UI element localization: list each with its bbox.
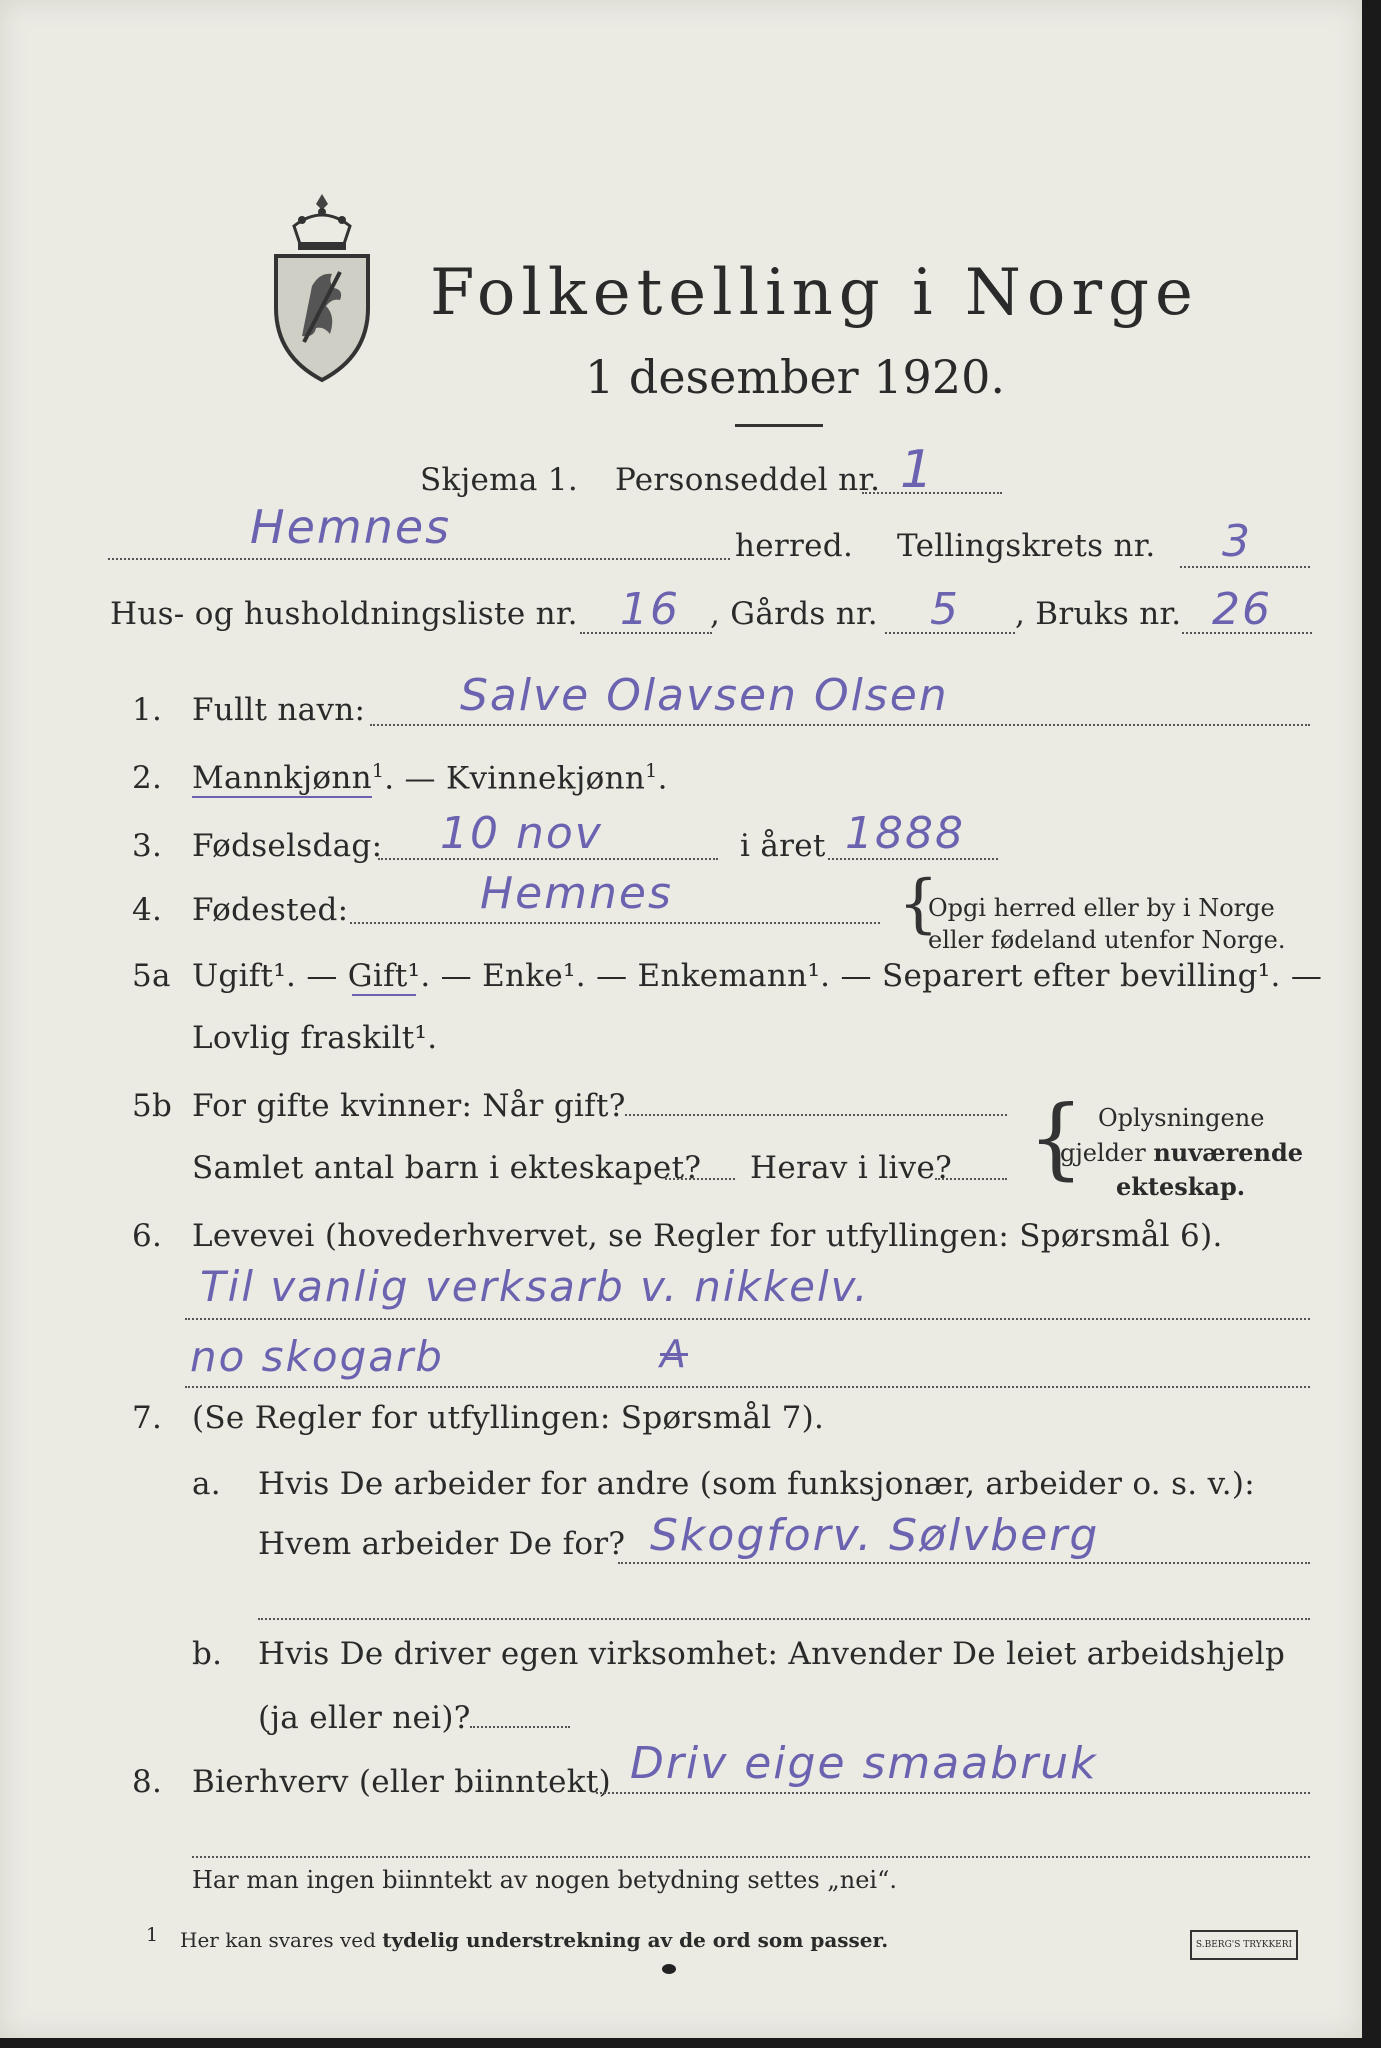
q5b-number: 5b: [132, 1088, 173, 1124]
q2-male-footnote-mark: 1: [371, 760, 385, 782]
q7a-number: a.: [192, 1466, 221, 1502]
q8-number: 8.: [132, 1764, 163, 1800]
q5b-question-2b: Herav i live?: [750, 1150, 953, 1186]
herred-value: Hemnes: [250, 500, 452, 554]
q8-value: Driv eige smaabruk: [630, 1738, 1098, 1789]
page-mark: [662, 1964, 676, 1974]
q2-end: .: [657, 760, 668, 797]
personseddel-label: Personseddel nr.: [615, 462, 881, 498]
hus-value: 16: [620, 584, 680, 635]
herred-label: herred.: [735, 528, 854, 564]
q7b-line: [470, 1726, 570, 1728]
q3-number: 3.: [132, 828, 163, 864]
q8-label: Bierhverv (eller biinntekt): [192, 1764, 612, 1800]
q6-line-2: [185, 1386, 1310, 1388]
q4-label: Fødested:: [192, 892, 349, 928]
hus-label: Hus- og husholdningsliste nr.: [110, 596, 578, 632]
q3-year-label: i året: [740, 828, 826, 864]
q5b-question-2a: Samlet antal barn i ekteskapet?: [192, 1150, 702, 1186]
bruks-label: , Bruks nr.: [1015, 596, 1182, 632]
q2-separator: . —: [384, 760, 447, 797]
footnote-text-b: tydelig understrekning av de ord som passer.: [382, 1928, 889, 1952]
q2-sex-options: [192, 760, 668, 796]
q4-line: [350, 922, 880, 924]
q6-number: 6.: [132, 1218, 163, 1254]
q2-female-footnote-mark: 1: [645, 760, 658, 782]
footnote-text-a: Her kan svares ved: [180, 1928, 383, 1952]
q5b-note-2a: gjelder: [1060, 1139, 1154, 1167]
q7a-line-1: [618, 1562, 1310, 1564]
q7a-line-2: [258, 1618, 1310, 1620]
q1-value: Salve Olavsen Olsen: [460, 670, 949, 721]
q7b-question-2: (ja eller nei)?: [258, 1700, 471, 1736]
q3-year-value: 1888: [845, 808, 965, 859]
gards-value: 5: [930, 584, 960, 635]
printer-stamp: S.BERG'S TRYKKERI: [1190, 1930, 1298, 1960]
title-divider: [735, 424, 823, 427]
q1-line: [370, 724, 1310, 726]
q8-line-2: [192, 1856, 1310, 1858]
q7-label: (Se Regler for utfyllingen: Spørsmål 7).: [192, 1400, 825, 1436]
q7a-value: Skogforv. Sølvberg: [650, 1510, 1100, 1561]
q8-line: [596, 1792, 1310, 1794]
q5a-number: 5a: [132, 958, 171, 994]
q5b-line-2b: [935, 1178, 1007, 1180]
skjema-label: Skjema 1.: [420, 462, 578, 498]
footnote-mark: 1: [146, 1924, 159, 1946]
q4-note-1: Opgi herred eller by i Norge: [928, 894, 1275, 922]
tellingskrets-label: Tellingskrets nr.: [897, 528, 1156, 564]
q5b-note-1: Oplysningene: [1098, 1104, 1265, 1132]
personseddel-value: 1: [900, 440, 936, 500]
q1-label: Fullt navn:: [192, 692, 366, 728]
footnote-text: [180, 1928, 888, 1952]
q5b-note-3: ekteskap.: [1116, 1172, 1246, 1201]
q3-value: 10 nov: [440, 808, 603, 859]
form-title: Folketelling i Norge: [430, 256, 1199, 330]
q6-value-3-struck: A: [660, 1332, 688, 1376]
q5b-line-1: [625, 1114, 1007, 1116]
q3-label: Fødselsdag:: [192, 828, 383, 864]
q6-value-1: Til vanlig verksarb v. nikkelv.: [200, 1262, 870, 1311]
q5a-options-line2: Lovlig fraskilt¹.: [192, 1020, 438, 1056]
q4-value: Hemnes: [480, 868, 673, 919]
q5b-note-2: [1060, 1138, 1303, 1167]
q4-number: 4.: [132, 892, 163, 928]
q5a-options: Ugift¹. — Gift¹. — Enke¹. — Enkemann¹. — Separert efter bevilling¹. —: [192, 958, 1323, 994]
q2-male-option: Mannkjønn: [192, 760, 372, 797]
q6-value-2: no skogarb: [190, 1332, 444, 1381]
q7a-question-1: Hvis De arbeider for andre (som funksjonær, arbeider o. s. v.):: [258, 1466, 1256, 1502]
q5b-brace: {: [1028, 1086, 1084, 1189]
q1-number: 1.: [132, 692, 163, 728]
q6-label: Levevei (hovederhvervet, se Regler for utfyllingen: Spørsmål 6).: [192, 1218, 1223, 1254]
norwegian-coat-of-arms-icon: [262, 186, 382, 386]
q7b-question-1: Hvis De driver egen virksomhet: Anvender De leiet arbeidshjelp: [258, 1636, 1286, 1672]
q7b-number: b.: [192, 1636, 223, 1672]
census-date: 1 desember 1920.: [585, 350, 1005, 404]
q2-female-option: Kvinnekjønn: [446, 760, 646, 797]
q6-line-1: [185, 1318, 1310, 1320]
tellingskrets-value: 3: [1222, 516, 1252, 567]
bruks-value: 26: [1212, 584, 1272, 635]
q2-number: 2.: [132, 760, 163, 796]
q5b-line-2a: [665, 1178, 735, 1180]
q7a-question-2: Hvem arbeider De for?: [258, 1526, 626, 1562]
gards-label: , Gårds nr.: [710, 596, 878, 632]
q5b-question-1: For gifte kvinner: Når gift?: [192, 1088, 626, 1124]
q4-note-2: eller fødeland utenfor Norge.: [928, 926, 1286, 954]
q5b-note-2b: nuværende: [1153, 1138, 1304, 1167]
no-income-note: Har man ingen biinntekt av nogen betydning settes „nei“.: [192, 1866, 897, 1894]
herred-line: [108, 558, 730, 560]
q7-number: 7.: [132, 1400, 163, 1436]
q4-brace: {: [898, 867, 939, 941]
q5a-gift-underline: [352, 994, 416, 996]
